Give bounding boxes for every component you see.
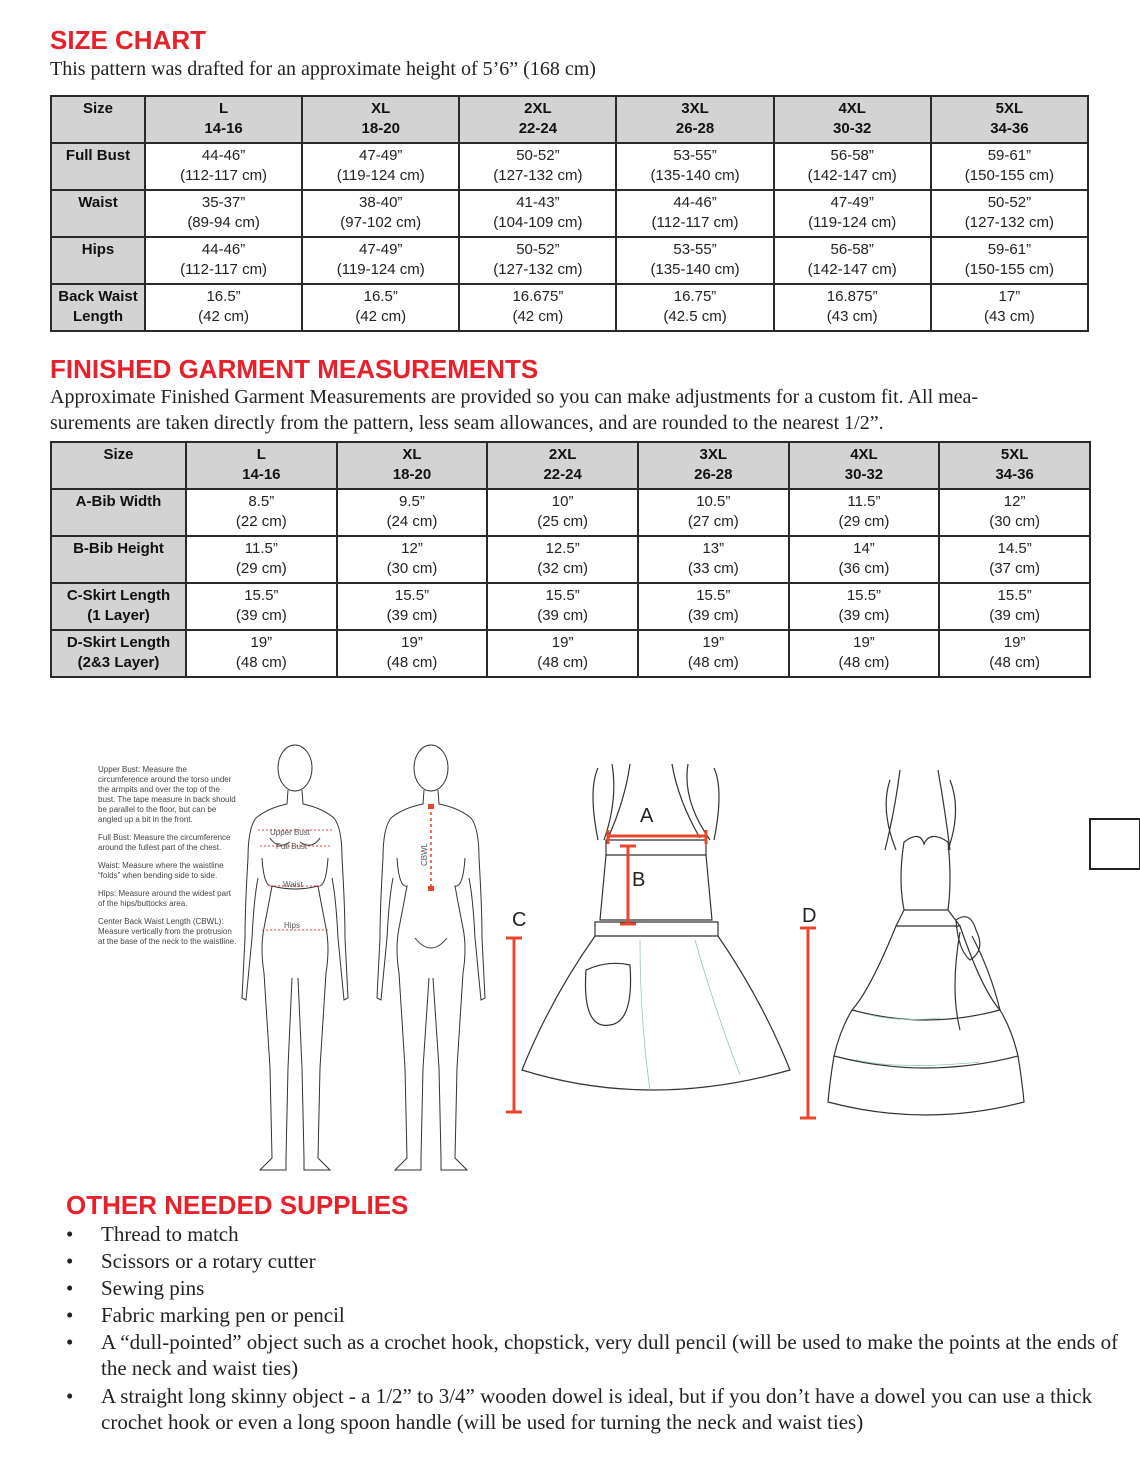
header-size-column [774,96,931,143]
measurement-inches: 15.5” [244,587,279,604]
row-label-text: Back Waist [58,288,138,305]
header-size-column [337,442,488,489]
table-cell [939,489,1090,536]
size-range: 22-24 [518,120,558,137]
table-cell [774,237,931,284]
measurement-cm: (39 cm) [235,607,287,624]
table-cell [939,630,1090,677]
size-range: 18-20 [361,120,400,137]
table-cell [638,583,789,630]
header-size-column [638,442,789,489]
measurement-cm: (142-147 cm) [807,261,897,278]
measurement-inches: 19” [250,634,273,651]
table-cell [459,190,616,237]
row-label [51,143,145,190]
measurement-cm: (127-132 cm) [493,167,583,184]
size-name: 4XL [850,446,878,463]
header-size-column [931,96,1088,143]
note-full-bust: Full Bust: Measure the circumference around the fullest part of the chest. [98,833,231,852]
measurement-inches: 50-52” [516,147,560,164]
measurement-cm: (119-124 cm) [336,261,425,278]
supply-item [66,1383,1116,1435]
header-size-column [302,96,459,143]
table-cell [302,143,459,190]
row-label-text: C-Skirt Length [66,587,171,604]
row-label [51,583,186,630]
measurement-cm: (32 cm) [537,560,589,577]
table-cell [186,489,337,536]
measurement-cm: (43 cm) [983,308,1035,325]
measurement-inches: 16.5” [206,288,241,305]
measurement-inches: 50-52” [516,241,560,258]
measurement-cm: (22 cm) [235,513,287,530]
measurement-cm: (48 cm) [537,654,589,671]
measurement-inches: 16.5” [363,288,398,305]
header-size-column [186,442,337,489]
header-size-column [789,442,940,489]
measurement-inches: 14” [853,540,875,557]
table-cell [774,284,931,331]
measurement-inches: 16.75” [673,288,717,305]
table-row [51,583,1090,630]
table-cell [337,583,488,630]
measurement-inches: 16.675” [512,288,564,305]
size-range: 18-20 [392,466,432,483]
measurement-cm: (30 cm) [989,513,1041,530]
table-cell [616,237,773,284]
row-label-text: Full Bust [65,147,131,164]
finished-description-line-1: Approximate Finished Garment Measurements are provided so you can make adjustments for a custom fit. All mea- [50,386,979,408]
size-range: 34-36 [990,120,1029,137]
measurement-cm: (42 cm) [355,308,407,325]
supply-item [66,1275,1116,1301]
apron-label-a: A [640,805,654,827]
measurement-inches: 15.5” [696,587,731,604]
size-name: XL [371,100,391,117]
row-label-text: Waist [78,194,118,211]
table-cell [616,190,773,237]
table-cell [789,630,940,677]
body-front-illustration [240,738,350,1178]
bullet-icon: • [66,1249,74,1273]
measurement-cm: (127-132 cm) [964,214,1054,231]
table-cell [487,583,638,630]
measurement-cm: (36 cm) [838,560,890,577]
label-hips: Hips [284,921,301,930]
measurement-cm: (42.5 cm) [663,308,727,325]
row-label [51,489,186,536]
measurement-inches: 16.875” [826,288,878,305]
row-label [51,536,186,583]
measurement-inches: 19” [401,634,423,651]
size-name: L [218,100,229,117]
size-name: 5XL [995,100,1024,117]
size-name: XL [402,446,422,463]
measurement-inches: 59-61” [987,147,1032,164]
measurement-inches: 15.5” [545,587,580,604]
table-cell [487,630,638,677]
row-label-text: B-Bib Height [73,540,164,557]
measurement-inches: 12” [1003,493,1026,510]
row-label-text: (1 Layer) [87,607,150,624]
measurement-inches: 47-49” [359,147,403,164]
table-row [51,536,1090,583]
header-size-column [939,442,1090,489]
measurement-inches: 12.5” [545,540,580,557]
size-name: 4XL [838,100,866,117]
size-name: 3XL [681,100,709,117]
measurement-inches: 8.5” [248,493,275,510]
header-size-column [459,96,616,143]
measurement-cm: (135-140 cm) [650,167,740,184]
size-range: 14-16 [242,466,281,483]
measurement-cm: (48 cm) [989,654,1041,671]
supply-item-text: Scissors or a rotary cutter [101,1249,316,1273]
measurement-cm: (89-94 cm) [187,214,260,231]
size-chart-table [50,95,1089,332]
table-cell [789,583,940,630]
apron-single-layer-illustration [500,760,800,1120]
size-range: 30-32 [844,466,884,483]
supply-item-text: Fabric marking pen or pencil [101,1303,345,1327]
table-cell [931,237,1088,284]
measurement-inches: 47-49” [830,194,874,211]
body-back-illustration [375,738,487,1178]
measurement-cm: (27 cm) [687,513,739,530]
measurement-inches: 44-46” [201,241,246,258]
note-upper-bust: Upper Bust: Measure the circumference around the torso under the armpits and over the top of the bust. The tape measure in back should be parallel to the floor, but can be angled up a bit in the front. [98,765,236,824]
table-cell [638,630,789,677]
size-range: 26-28 [694,466,733,483]
table-cell [774,190,931,237]
size-name: 3XL [699,446,728,463]
row-label [51,190,145,237]
table-cell [337,630,488,677]
table-header-row [51,96,1088,143]
measurement-cm: (48 cm) [386,654,438,671]
size-range: 22-24 [543,466,582,483]
apron-label-d: D [802,905,817,927]
measurement-cm: (127-132 cm) [493,261,583,278]
measurement-inches: 44-46” [673,194,717,211]
measurement-cm: (25 cm) [537,513,589,530]
table-cell [616,143,773,190]
table-cell [638,489,789,536]
size-chart-title: SIZE CHART [50,25,206,55]
bullet-icon: • [66,1222,74,1246]
measurement-cm: (48 cm) [687,654,739,671]
row-label [51,630,186,677]
measurement-notes [98,765,238,955]
table-cell [939,583,1090,630]
measurement-cm: (142-147 cm) [807,167,897,184]
supply-item-text: Thread to match [101,1222,239,1246]
table-row [51,489,1090,536]
measurement-cm: (39 cm) [687,607,739,624]
measurement-cm: (48 cm) [235,654,287,671]
table-cell [145,237,302,284]
supply-item-text: Sewing pins [101,1276,205,1300]
table-cell [337,489,488,536]
measurement-inches: 56-58” [830,241,874,258]
measurement-cm: (42 cm) [512,308,564,325]
size-name: 5XL [1000,446,1029,463]
label-full-bust: Full Bust [276,842,308,851]
measurement-cm: (39 cm) [989,607,1041,624]
table-cell [487,536,638,583]
table-cell [487,489,638,536]
measurement-inches: 35-37” [201,194,246,211]
measurement-cm: (30 cm) [386,560,438,577]
measurement-inches: 10.5” [696,493,731,510]
table-cell [186,630,337,677]
measurement-cm: (119-124 cm) [336,167,425,184]
table-cell [459,284,616,331]
finished-table [50,441,1091,678]
finished-description [50,384,1110,436]
table-cell [459,237,616,284]
supply-item-text: A “dull-pointed” object such as a crochet hook, chopstick, very dull pencil (will be used to make the points at the ends of the neck and waist ties) [101,1330,1119,1380]
bullet-icon: • [66,1303,74,1327]
measurement-cm: (29 cm) [838,513,890,530]
header-size-column [145,96,302,143]
measurement-cm: (37 cm) [989,560,1041,577]
table-header-row [51,442,1090,489]
table-cell [186,536,337,583]
measurement-cm: (135-140 cm) [650,261,740,278]
note-hips: Hips: Measure around the widest part of the hips/buttocks area. [98,889,231,908]
apron-tiered-illustration [800,760,1050,1130]
label-cbwl: CBWL [420,842,429,866]
measurement-inches: 19” [853,634,875,651]
row-label-text: A-Bib Width [75,493,162,510]
row-label [51,284,145,331]
table-row [51,630,1090,677]
apron-label-b: B [632,869,646,891]
measurement-inches: 14.5” [997,540,1032,557]
measurement-inches: 11.5” [847,493,881,510]
apron-label-c: C [512,909,527,931]
measurement-cm: (150-155 cm) [964,167,1054,184]
table-cell [186,583,337,630]
table-cell [789,489,940,536]
row-label [51,237,145,284]
finished-title: FINISHED GARMENT MEASUREMENTS [50,354,539,384]
table-cell [145,190,302,237]
measurement-inches: 56-58” [830,147,874,164]
header-size-column [487,442,638,489]
measurement-cm: (112-117 cm) [651,214,739,231]
table-cell [459,143,616,190]
table-cell [145,143,302,190]
measurement-inches: 50-52” [987,194,1032,211]
supply-item-text: A straight long skinny object - a 1/2” to 3/4” wooden dowel is ideal, but if you don’t have a dowel you can use a thick crochet hook or even a long spoon handle (will be used for turning the neck and waist ties) [101,1384,1093,1434]
blank-box [1089,818,1140,870]
measurement-cm: (104-109 cm) [493,214,583,231]
supplies-title: OTHER NEEDED SUPPLIES [66,1190,409,1220]
note-waist: Waist: Measure where the waistline “folds” when bending side to side. [98,861,224,880]
table-row [51,190,1088,237]
measurement-cm: (24 cm) [386,513,438,530]
supply-item [66,1302,1116,1328]
measurement-inches: 53-55” [673,241,717,258]
table-cell [638,536,789,583]
label-upper-bust: Upper Bust [270,828,311,837]
measurement-cm: (39 cm) [838,607,890,624]
header-size-column [616,96,773,143]
finished-description-line-2: surements are taken directly from the pattern, less seam allowances, and are rounded to the nearest 1/2”. [50,412,884,434]
measurement-inches: 44-46” [201,147,246,164]
supply-item [66,1248,1116,1274]
measurement-cm: (39 cm) [386,607,438,624]
row-label-text: Length [73,308,123,325]
measurement-inches: 47-49” [359,241,403,258]
measurement-inches: 13” [702,540,725,557]
measurement-inches: 15.5” [997,587,1032,604]
bullet-icon: • [66,1384,74,1408]
table-cell [931,284,1088,331]
label-waist: Waist [283,880,303,889]
measurement-cm: (42 cm) [198,308,249,325]
supply-item [66,1329,1119,1381]
measurement-inches: 41-43” [516,194,560,211]
header-size-label [51,96,145,143]
measurement-inches: 19” [551,634,574,651]
measurement-cm: (112-117 cm) [180,261,268,278]
measurement-cm: (48 cm) [838,654,890,671]
measurement-inches: 9.5” [399,493,425,510]
measurement-cm: (39 cm) [537,607,589,624]
note-cbwl: Center Back Waist Length (CBWL): Measure vertically from the protrusion at the base of the neck to the waistline. [98,917,237,946]
measurement-inches: 38-40” [359,194,403,211]
measurement-inches: 59-61” [987,241,1032,258]
row-label-text: Hips [81,241,115,258]
table-cell [302,284,459,331]
bullet-icon: • [66,1330,74,1354]
size-range: 26-28 [675,120,715,137]
measurement-cm: (150-155 cm) [964,261,1054,278]
table-cell [931,190,1088,237]
header-size-label [51,442,186,489]
header-size-text: Size [82,100,113,117]
size-name: 2XL [524,100,552,117]
measurement-cm: (43 cm) [826,308,878,325]
measurement-cm: (29 cm) [235,560,287,577]
table-cell [939,536,1090,583]
table-cell [774,143,931,190]
size-chart-subtitle: This pattern was drafted for an approximate height of 5’6” (168 cm) [50,58,596,80]
table-cell [931,143,1088,190]
measurement-inches: 19” [1003,634,1026,651]
size-range: 30-32 [833,120,872,137]
measurement-cm: (112-117 cm) [180,167,268,184]
size-range: 34-36 [995,466,1034,483]
header-size-text: Size [103,446,134,463]
table-row [51,143,1088,190]
measurement-cm: (119-124 cm) [808,214,897,231]
size-name: L [256,446,266,463]
supply-item [66,1221,1116,1247]
table-row [51,284,1088,331]
size-range: 14-16 [204,120,243,137]
bullet-icon: • [66,1276,74,1300]
table-cell [302,237,459,284]
row-label-text: D-Skirt Length [66,634,171,651]
table-cell [302,190,459,237]
measurement-inches: 12” [401,540,423,557]
measurement-inches: 19” [702,634,725,651]
measurement-inches: 17” [998,288,1021,305]
table-row [51,237,1088,284]
table-cell [337,536,488,583]
measurement-inches: 53-55” [673,147,717,164]
measurement-cm: (97-102 cm) [340,214,422,231]
table-cell [145,284,302,331]
measurement-inches: 15.5” [846,587,882,604]
measurement-cm: (33 cm) [687,560,739,577]
row-label-text: (2&3 Layer) [77,654,160,671]
table-cell [789,536,940,583]
measurement-inches: 10” [551,493,574,510]
measurement-inches: 11.5” [244,540,278,557]
measurement-inches: 15.5” [394,587,430,604]
table-cell [616,284,773,331]
size-name: 2XL [548,446,577,463]
